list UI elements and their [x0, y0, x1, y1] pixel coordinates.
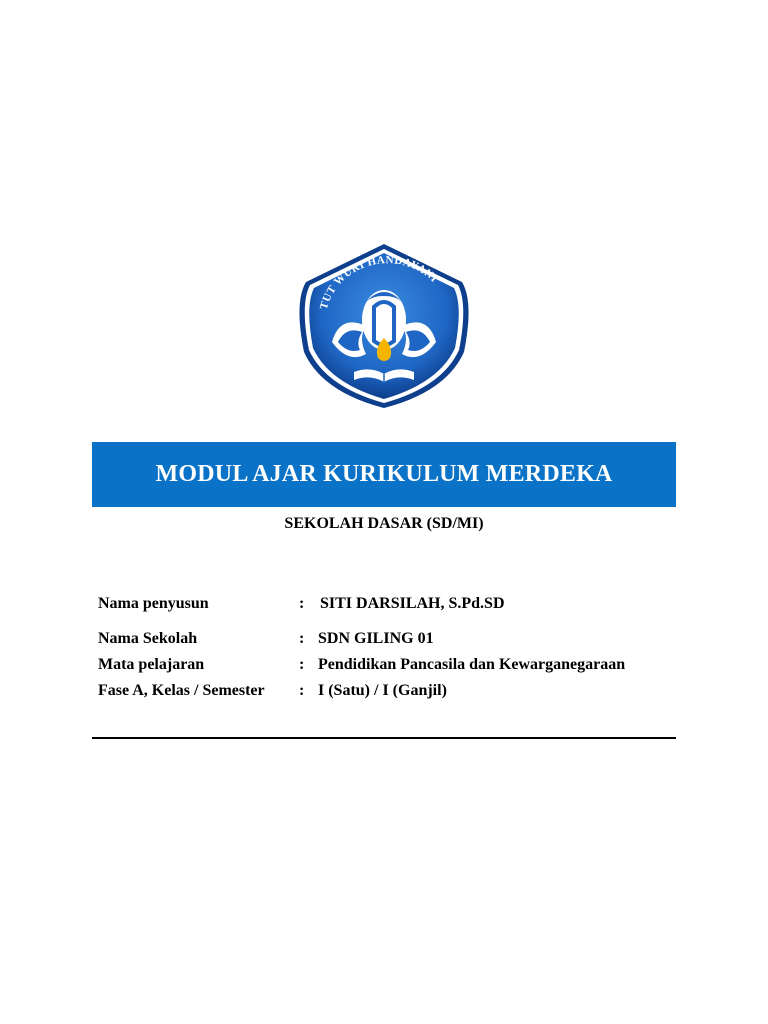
horizontal-divider — [92, 737, 676, 739]
info-value: SITI DARSILAH, S.Pd.SD — [320, 595, 505, 612]
info-row-sekolah — [98, 629, 688, 655]
info-value: I (Satu) / I (Ganjil) — [318, 682, 447, 699]
info-value: Pendidikan Pancasila dan Kewarganegaraan — [318, 656, 626, 673]
document-subtitle: SEKOLAH DASAR (SD/MI) — [284, 515, 484, 532]
logo-motto-text: TUT WURI HANDAYANI — [317, 254, 441, 311]
info-label: Mata pelajaran — [98, 656, 205, 673]
info-row-mata-pelajaran — [98, 655, 688, 681]
title-banner — [92, 442, 676, 507]
identity-table — [98, 594, 688, 707]
document-title: MODUL AJAR KURIKULUM MERDEKA — [155, 461, 613, 487]
info-value: SDN GILING 01 — [318, 630, 434, 647]
info-colon: : — [299, 682, 305, 699]
tut-wuri-handayani-emblem-icon — [296, 242, 472, 410]
info-colon: : — [299, 630, 305, 647]
info-label: Nama Sekolah — [98, 630, 198, 647]
info-label: Nama penyusun — [98, 595, 209, 612]
info-colon: : — [299, 656, 305, 673]
info-row-penyusun — [98, 594, 688, 629]
info-label: Fase A, Kelas / Semester — [98, 682, 265, 699]
info-row-fase-kelas-semester — [98, 681, 688, 707]
info-colon: : — [299, 595, 305, 612]
